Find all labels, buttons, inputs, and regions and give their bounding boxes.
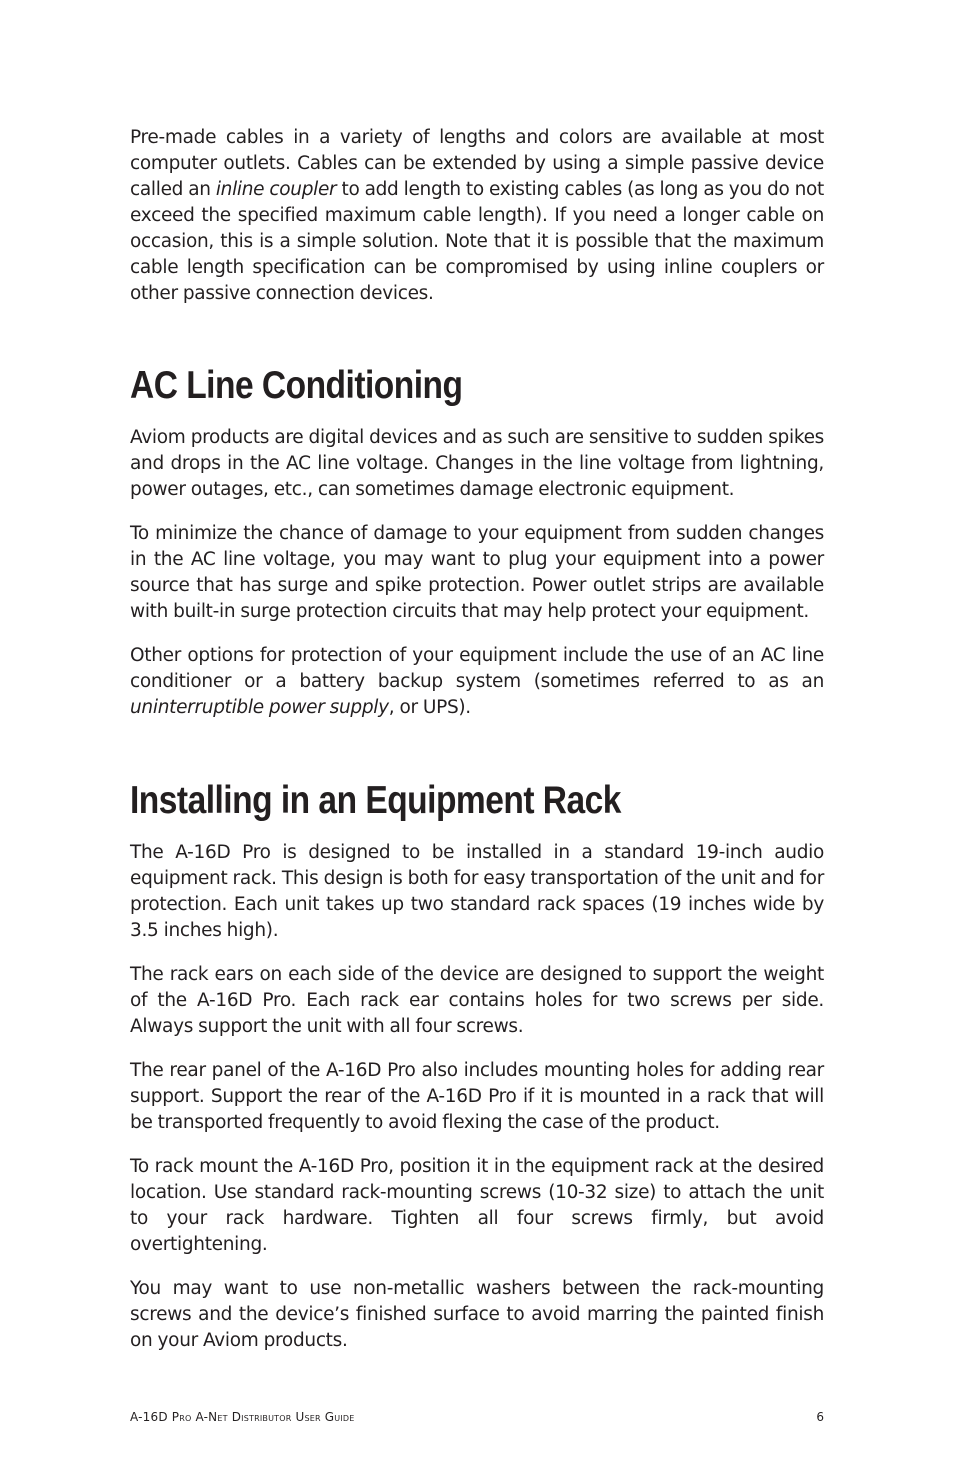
ac-paragraph-3 (130, 643, 824, 721)
ac-p3-text-2: , or UPS). (388, 697, 471, 718)
ac-p3-emphasis: uninterruptible power supply (130, 697, 389, 718)
page-number: 6 (816, 1410, 824, 1424)
ac-p3-text-1: Other options for protection of your equipment include the use of an AC line conditioner or a battery backup system (sometimes referred to as an (130, 645, 824, 692)
heading-installing-in-rack: Installing in an Equipment Rack (130, 779, 621, 822)
intro-text-2: to add length to existing cables (as long as you do not exceed the specified maximum cable length). If you need a longer cable on occasion, this is a simple solution. Note that it is possible that the maximum cable length specification can be compromised by using inline couplers or other passive connection devices. (130, 179, 824, 304)
rack-paragraph-4: To rack mount the A-16D Pro, position it in the equipment rack at the desired location. Use standard rack-mounting screws (10-32 size) to attach the unit to your rack hardware. Tighten all four screws firmly, but avoid overtightening. (130, 1156, 824, 1255)
footer-title: A-16D Pro A-Net Distributor User Guide (130, 1410, 355, 1424)
rack-paragraph-5: You may want to use non-metallic washers between the rack-mounting screws and the device’s finished surface to avoid marring the painted finish on your Aviom products. (130, 1278, 824, 1351)
rack-paragraph-2: The rack ears on each side of the device are designed to support the weight of the A-16D Pro. Each rack ear contains holes for two screws per side. Always support the unit with all four screws. (130, 964, 824, 1037)
rack-paragraph-1: The A-16D Pro is designed to be installed in a standard 19-inch audio equipment rack. This design is both for easy transportation of the unit and for protection. Each unit takes up two standard rack spaces (19 inches wide by 3.5 inches high). (130, 842, 824, 941)
ac-paragraph-2: To minimize the chance of damage to your equipment from sudden changes in the AC line voltage, you may want to plug your equipment into a power source that has surge and spike protection. Power outlet strips are available with built-in surge protection circuits that may help protect your equipment. (130, 523, 824, 622)
intro-paragraph (130, 125, 824, 307)
rack-paragraph-3: The rear panel of the A-16D Pro also includes mounting holes for adding rear support. Support the rear of the A-16D Pro if it is mounted in a rack that will be transported frequently to avoid flexing the case of the product. (130, 1060, 824, 1133)
intro-emphasis: inline coupler (215, 179, 337, 200)
heading-ac-line-conditioning: AC Line Conditioning (130, 364, 463, 407)
ac-paragraph-1: Aviom products are digital devices and as such are sensitive to sudden spikes and drops in the AC line voltage. Changes in the line voltage from lightning, power outages, etc., can sometimes damage electronic equipment. (130, 427, 824, 500)
intro-text-1: Pre-made cables in a variety of lengths and colors are available at most computer outlets. Cables can be extended by using a simple passive device called an (130, 127, 824, 200)
page-body (130, 125, 824, 1354)
